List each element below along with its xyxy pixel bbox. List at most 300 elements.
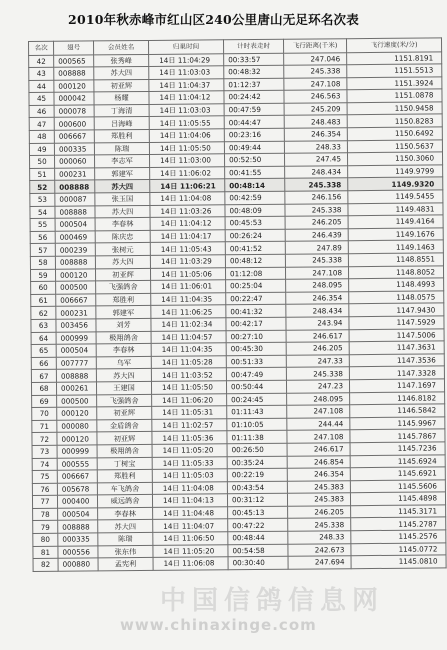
cell-distance: 248.33: [288, 531, 351, 544]
cell-member-name: 极翔鸽舍: [96, 331, 151, 344]
cell-member-name: 初亚辉: [94, 79, 149, 92]
cell-ring-number: 008888: [55, 206, 95, 219]
cell-distance: 247.108: [287, 405, 350, 418]
cell-ring-number: 000556: [58, 546, 98, 559]
table-row: [33, 555, 446, 571]
cell-clock-time: 00:52:50: [224, 154, 284, 167]
cell-clock-time: 00:33:57: [224, 53, 284, 66]
cell-clock-time: 00:44:47: [224, 116, 284, 129]
cell-ring-number: 008888: [54, 67, 94, 80]
cell-clock-time: 00:45:30: [226, 342, 286, 355]
cell-member-name: 吕海峰: [94, 117, 149, 130]
cell-rank: 70: [32, 407, 57, 420]
cell-speed: 1145.6921: [350, 467, 445, 480]
cell-clock-time: 00:48:14: [225, 179, 285, 192]
cell-arrival-time: 14日 11:03:52: [151, 368, 226, 381]
cell-arrival-time: 14日 11:06:20: [152, 393, 227, 406]
cell-member-name: 初亚辉: [95, 268, 150, 281]
cell-ring-number: 000080: [57, 420, 97, 433]
cell-rank: 43: [29, 67, 54, 80]
cell-clock-time: 00:23:16: [224, 128, 284, 141]
cell-member-name: 李春林: [96, 344, 151, 357]
cell-arrival-time: 14日 11:02:34: [151, 318, 226, 331]
cell-clock-time: 00:47:49: [226, 368, 286, 381]
cell-speed: 1145.2576: [351, 530, 446, 543]
cell-speed: 1145.7867: [350, 429, 445, 442]
cell-speed: 1151.5513: [347, 64, 442, 77]
cell-member-name: 郭建军: [95, 167, 150, 180]
cell-arrival-time: 14日 11:05:55: [149, 116, 224, 129]
cell-member-name: 金盾鸽舍: [97, 419, 152, 432]
cell-speed: 1147.9430: [349, 303, 444, 316]
cell-arrival-time: 14日 11:04:35: [151, 343, 226, 356]
cell-rank: 60: [31, 281, 56, 294]
cell-rank: 76: [32, 483, 57, 496]
cell-ring-number: 008888: [56, 369, 96, 382]
cell-ring-number: 000231: [55, 168, 95, 181]
cell-arrival-time: 14日 11:03:26: [150, 204, 225, 217]
cell-ring-number: 000087: [55, 193, 95, 206]
cell-speed: 1148.8551: [348, 253, 443, 266]
cell-member-name: 丁树宝: [97, 457, 152, 470]
cell-ring-number: 000565: [54, 54, 94, 67]
cell-distance: 247.108: [284, 77, 347, 90]
cell-rank: 44: [29, 80, 54, 93]
cell-speed: 1145.6924: [350, 454, 445, 467]
cell-rank: 59: [30, 269, 55, 282]
cell-distance: 247.108: [285, 266, 348, 279]
cell-rank: 42: [29, 55, 54, 68]
cell-rank: 82: [33, 559, 58, 572]
cell-clock-time: 00:41:55: [225, 166, 285, 179]
cell-arrival-time: 14日 11:04:07: [153, 519, 228, 532]
cell-rank: 69: [32, 395, 57, 408]
col-header-rank: 名次: [29, 41, 54, 55]
cell-rank: 77: [32, 496, 57, 509]
cell-rank: 63: [31, 319, 56, 332]
cell-ring-number: 008888: [55, 180, 95, 193]
col-header-ring: 翅号: [54, 41, 94, 55]
cell-member-name: 郑胜利: [97, 470, 152, 483]
cell-clock-time: 01:12:37: [224, 78, 284, 91]
cell-clock-time: 00:45:13: [228, 506, 288, 519]
col-header-clock: 计时表走时: [223, 39, 283, 53]
cell-rank: 53: [30, 193, 55, 206]
cell-arrival-time: 14日 11:04:08: [150, 192, 225, 205]
cell-distance: 247.33: [286, 354, 349, 367]
cell-arrival-time: 14日 11:04:06: [149, 129, 224, 142]
cell-clock-time: 00:25:04: [226, 279, 286, 292]
cell-ring-number: 003456: [56, 319, 96, 332]
cell-rank: 48: [29, 130, 54, 143]
cell-clock-time: 00:48:09: [225, 204, 285, 217]
cell-clock-time: 00:48:12: [225, 254, 285, 267]
cell-distance: 246.156: [285, 191, 348, 204]
cell-speed: 1150.9458: [347, 102, 442, 115]
cell-member-name: 初亚辉: [97, 407, 152, 420]
cell-distance: 243.94: [286, 317, 349, 330]
cell-arrival-time: 14日 11:03:29: [150, 255, 225, 268]
cell-speed: 1147.1697: [349, 379, 444, 392]
cell-rank: 68: [31, 382, 56, 395]
cell-rank: 73: [32, 445, 57, 458]
cell-arrival-time: 14日 11:03:03: [149, 66, 224, 79]
cell-ring-number: 000335: [58, 533, 98, 546]
cell-arrival-time: 14日 11:04:48: [153, 507, 228, 520]
cell-speed: 1145.0810: [351, 555, 446, 568]
cell-rank: 64: [31, 332, 56, 345]
cell-ring-number: 000042: [54, 92, 94, 105]
cell-arrival-time: 14日 11:05:20: [152, 444, 227, 457]
cell-clock-time: 00:35:24: [227, 456, 287, 469]
cell-member-name: 李春林: [95, 218, 150, 231]
cell-speed: 1150.8283: [347, 114, 442, 127]
cell-arrival-time: 14日 11:05:28: [151, 356, 226, 369]
col-header-distance: 飞行距离(千米): [283, 39, 346, 53]
cell-ring-number: 000469: [55, 231, 95, 244]
cell-speed: 1145.7236: [350, 442, 445, 455]
cell-distance: 245.338: [284, 65, 347, 78]
cell-distance: 245.338: [285, 178, 348, 191]
cell-rank: 71: [32, 420, 57, 433]
cell-rank: 45: [29, 93, 54, 106]
cell-speed: 1145.9967: [350, 417, 445, 430]
cell-speed: 1151.0878: [347, 89, 442, 102]
cell-rank: 75: [32, 470, 57, 483]
cell-speed: 1147.3536: [349, 354, 444, 367]
cell-ring-number: 008888: [58, 520, 98, 533]
cell-member-name: 杨耀: [94, 92, 149, 105]
cell-member-name: 苏大四: [95, 180, 150, 193]
cell-distance: 246.205: [288, 506, 351, 519]
cell-distance: 246.439: [285, 229, 348, 242]
cell-distance: 248.095: [287, 392, 350, 405]
cell-rank: 62: [31, 307, 56, 320]
cell-arrival-time: 14日 11:04:12: [149, 91, 224, 104]
cell-arrival-time: 14日 11:05:03: [152, 469, 227, 482]
cell-arrival-time: 14日 11:04:35: [151, 293, 226, 306]
cell-arrival-time: 14日 11:05:20: [153, 544, 228, 557]
cell-ring-number: 000500: [56, 281, 96, 294]
cell-arrival-time: 14日 11:04:29: [149, 53, 224, 66]
cell-distance: 245.209: [284, 103, 347, 116]
cell-member-name: 陈庆忠: [95, 230, 150, 243]
cell-clock-time: 00:24:45: [227, 393, 287, 406]
cell-distance: 246.617: [287, 443, 350, 456]
cell-distance: 245.338: [286, 367, 349, 380]
cell-member-name: 王建国: [96, 381, 151, 394]
cell-distance: 244.44: [287, 417, 350, 430]
cell-speed: 1148.0575: [349, 291, 444, 304]
cell-arrival-time: 14日 11:04:12: [150, 217, 225, 230]
cell-member-name: 初亚辉: [97, 432, 152, 445]
cell-ring-number: 000999: [57, 445, 97, 458]
col-header-member: 会员姓名: [94, 40, 149, 54]
cell-member-name: 李志军: [94, 155, 149, 168]
col-header-arrival: 归巢时间: [148, 40, 223, 54]
cell-ring-number: 007777: [56, 357, 96, 370]
cell-distance: 245.338: [285, 254, 348, 267]
watermark-url: www.chinaxinge.com: [120, 616, 317, 634]
cell-member-name: 苏大四: [94, 67, 149, 80]
cell-member-name: 苏大四: [95, 255, 150, 268]
cell-speed: 1146.5842: [350, 404, 445, 417]
cell-ring-number: 000504: [56, 344, 96, 357]
cell-ring-number: 000231: [56, 306, 96, 319]
cell-speed: 1147.5929: [349, 316, 444, 329]
cell-clock-time: 01:11:38: [227, 431, 287, 444]
ranking-table: [28, 37, 447, 571]
cell-distance: 245.338: [285, 203, 348, 216]
cell-distance: 248.095: [286, 279, 349, 292]
cell-speed: 1147.3328: [349, 366, 444, 379]
cell-ring-number: 000078: [54, 105, 94, 118]
cell-arrival-time: 14日 11:03:03: [149, 104, 224, 117]
cell-clock-time: 01:12:08: [225, 267, 285, 280]
cell-speed: 1147.5006: [349, 328, 444, 341]
cell-clock-time: 00:26:24: [225, 229, 285, 242]
cell-member-name: 陈瑞: [98, 532, 153, 545]
cell-clock-time: 00:54:58: [228, 544, 288, 557]
cell-ring-number: 000500: [57, 394, 97, 407]
cell-clock-time: 00:42:59: [225, 191, 285, 204]
cell-clock-time: 01:10:05: [227, 418, 287, 431]
cell-arrival-time: 14日 11:06:21: [150, 179, 225, 192]
cell-speed: 1145.3171: [351, 505, 446, 518]
cell-speed: 1149.4164: [348, 215, 443, 228]
cell-distance: 246.617: [286, 329, 349, 342]
cell-clock-time: 00:47:22: [228, 519, 288, 532]
cell-clock-time: 00:48:32: [224, 65, 284, 78]
cell-rank: 67: [31, 370, 56, 383]
cell-speed: 1151.3924: [347, 77, 442, 90]
cell-rank: 79: [33, 521, 58, 534]
cell-arrival-time: 14日 11:06:02: [150, 167, 225, 180]
cell-distance: 248.434: [286, 304, 349, 317]
cell-distance: 247.694: [288, 556, 351, 569]
cell-rank: 57: [30, 244, 55, 257]
cell-clock-time: 00:27:10: [226, 330, 286, 343]
cell-arrival-time: 14日 11:04:08: [152, 481, 227, 494]
cell-rank: 58: [30, 256, 55, 269]
cell-member-name: 郑胜利: [96, 293, 151, 306]
cell-distance: 242.673: [288, 543, 351, 556]
cell-rank: 46: [29, 105, 54, 118]
cell-ring-number: 000120: [54, 80, 94, 93]
cell-arrival-time: 14日 11:06:08: [153, 557, 228, 570]
cell-ring-number: 000999: [56, 331, 96, 344]
cell-distance: 246.205: [285, 216, 348, 229]
cell-member-name: 孟宪利: [98, 558, 153, 571]
cell-distance: 247.108: [287, 430, 350, 443]
cell-clock-time: 00:24:42: [224, 91, 284, 104]
cell-rank: 61: [31, 294, 56, 307]
cell-speed: 1148.8052: [348, 265, 443, 278]
cell-ring-number: 000555: [57, 457, 97, 470]
cell-distance: 247.23: [286, 380, 349, 393]
cell-member-name: 郭建军: [96, 306, 151, 319]
cell-ring-number: 000120: [55, 269, 95, 282]
cell-speed: 1149.5455: [348, 190, 443, 203]
cell-clock-time: 00:47:59: [224, 103, 284, 116]
cell-ring-number: 000504: [55, 218, 95, 231]
cell-distance: 245.383: [287, 480, 350, 493]
cell-ring-number: 000400: [57, 495, 97, 508]
cell-member-name: 张树元: [95, 243, 150, 256]
cell-speed: 1146.8182: [350, 391, 445, 404]
cell-ring-number: 000335: [54, 143, 94, 156]
cell-member-name: 张玉国: [95, 192, 150, 205]
cell-clock-time: 00:41:32: [226, 305, 286, 318]
cell-clock-time: 01:11:43: [227, 405, 287, 418]
page-title: 2010年秋赤峰市红山区240公里唐山无足环名次表: [68, 12, 359, 27]
cell-speed: 1149.1463: [348, 240, 443, 253]
cell-distance: 245.383: [287, 493, 350, 506]
cell-clock-time: 00:41:52: [225, 242, 285, 255]
cell-arrival-time: 14日 11:06:50: [153, 532, 228, 545]
cell-arrival-time: 14日 11:06:25: [151, 305, 226, 318]
cell-arrival-time: 14日 11:04:37: [149, 78, 224, 91]
cell-speed: 1151.8191: [347, 51, 442, 64]
watermark-text: 中国信鸽信息网: [160, 586, 385, 616]
cell-ring-number: 000239: [55, 243, 95, 256]
col-header-speed: 飞行速度(米/分): [346, 38, 441, 52]
cell-arrival-time: 14日 11:04:13: [152, 494, 227, 507]
cell-arrival-time: 14日 11:06:01: [151, 280, 226, 293]
cell-arrival-time: 14日 11:05:33: [152, 456, 227, 469]
cell-member-name: 郑胜利: [94, 130, 149, 143]
cell-ring-number: 000261: [56, 382, 96, 395]
cell-speed: 1150.6492: [347, 127, 442, 140]
cell-member-name: 李春林: [98, 507, 153, 520]
cell-arrival-time: 14日 11:05:50: [149, 141, 224, 154]
cell-distance: 248.483: [284, 115, 347, 128]
cell-clock-time: 00:51:33: [226, 355, 286, 368]
cell-member-name: 乌军: [96, 356, 151, 369]
cell-ring-number: 006667: [56, 294, 96, 307]
cell-rank: 55: [30, 218, 55, 231]
cell-arrival-time: 14日 11:04:17: [150, 230, 225, 243]
cell-speed: 1149.9799: [348, 165, 443, 178]
cell-rank: 66: [31, 357, 56, 370]
cell-distance: 246.354: [286, 291, 349, 304]
cell-member-name: 苏大四: [98, 520, 153, 533]
cell-member-name: 张东伟: [98, 545, 153, 558]
cell-speed: 1149.1676: [348, 228, 443, 241]
cell-clock-time: 00:22:19: [227, 468, 287, 481]
cell-distance: 247.046: [284, 52, 347, 65]
cell-distance: 246.354: [287, 468, 350, 481]
cell-ring-number: 000880: [58, 558, 98, 571]
cell-ring-number: 000120: [57, 407, 97, 420]
cell-clock-time: 00:26:50: [227, 443, 287, 456]
cell-ring-number: 005678: [57, 483, 97, 496]
cell-arrival-time: 14日 11:02:57: [152, 418, 227, 431]
cell-speed: 1150.3060: [347, 152, 442, 165]
cell-distance: 246.854: [287, 455, 350, 468]
cell-member-name: 苏大四: [95, 205, 150, 218]
cell-distance: 247.89: [285, 241, 348, 254]
cell-speed: 1148.4993: [349, 278, 444, 291]
cell-speed: 1150.5637: [347, 140, 442, 153]
cell-rank: 56: [30, 231, 55, 244]
cell-rank: 52: [30, 181, 55, 194]
cell-clock-time: 00:48:44: [228, 531, 288, 544]
cell-distance: 248.33: [284, 140, 347, 153]
cell-speed: 1145.4898: [350, 492, 445, 505]
cell-speed: 1145.0772: [351, 543, 446, 556]
cell-clock-time: 00:50:44: [226, 380, 286, 393]
cell-ring-number: 006667: [57, 470, 97, 483]
cell-clock-time: 00:22:47: [226, 292, 286, 305]
cell-ring-number: 008888: [55, 256, 95, 269]
cell-member-name: 张秀峰: [94, 54, 149, 67]
cell-member-name: 威远鸽舍: [97, 495, 152, 508]
cell-clock-time: 00:43:54: [227, 481, 287, 494]
cell-arrival-time: 14日 11:05:50: [151, 381, 226, 394]
cell-clock-time: 00:30:40: [228, 557, 288, 570]
table-body: [29, 51, 446, 571]
cell-arrival-time: 14日 11:05:43: [150, 242, 225, 255]
cell-speed: 1145.2787: [351, 517, 446, 530]
cell-rank: 47: [29, 118, 54, 131]
cell-member-name: 丁海清: [94, 104, 149, 117]
cell-ring-number: 006667: [54, 130, 94, 143]
cell-speed: 1149.9320: [348, 177, 443, 190]
cell-rank: 65: [31, 344, 56, 357]
cell-distance: 246.563: [284, 90, 347, 103]
cell-arrival-time: 14日 11:03:00: [149, 154, 224, 167]
cell-distance: 245.338: [288, 518, 351, 531]
cell-speed: 1149.4831: [348, 203, 443, 216]
cell-rank: 81: [33, 546, 58, 559]
cell-ring-number: 000120: [57, 432, 97, 445]
cell-rank: 49: [29, 143, 54, 156]
cell-rank: 50: [30, 156, 55, 169]
cell-arrival-time: 14日 11:05:36: [152, 431, 227, 444]
cell-rank: 78: [33, 508, 58, 521]
cell-clock-time: 00:31:12: [227, 494, 287, 507]
cell-member-name: 飞强鸽舍: [97, 394, 152, 407]
cell-rank: 74: [32, 458, 57, 471]
cell-rank: 80: [33, 533, 58, 546]
cell-member-name: 陈瑞: [94, 142, 149, 155]
cell-clock-time: 00:42:17: [226, 317, 286, 330]
cell-distance: 247.45: [284, 153, 347, 166]
cell-speed: 1145.5606: [350, 480, 445, 493]
cell-distance: 246.205: [286, 342, 349, 355]
cell-member-name: 苏大四: [96, 369, 151, 382]
cell-clock-time: 00:45:53: [225, 216, 285, 229]
cell-member-name: 飞强鸽舍: [96, 281, 151, 294]
cell-speed: 1147.3631: [349, 341, 444, 354]
cell-member-name: 车飞鸽舍: [97, 482, 152, 495]
cell-distance: 248.434: [285, 166, 348, 179]
cell-member-name: 刘芳: [96, 318, 151, 331]
cell-member-name: 极翔鸽舍: [97, 444, 152, 457]
cell-ring-number: 000504: [58, 508, 98, 521]
cell-ring-number: 000600: [54, 117, 94, 130]
cell-clock-time: 00:49:44: [224, 141, 284, 154]
cell-distance: 246.354: [284, 128, 347, 141]
cell-rank: 51: [30, 168, 55, 181]
cell-arrival-time: 14日 11:05:06: [150, 267, 225, 280]
cell-rank: 54: [30, 206, 55, 219]
cell-arrival-time: 14日 11:04:57: [151, 330, 226, 343]
cell-ring-number: 000060: [55, 155, 95, 168]
cell-arrival-time: 14日 11:05:31: [152, 406, 227, 419]
cell-rank: 72: [32, 433, 57, 446]
